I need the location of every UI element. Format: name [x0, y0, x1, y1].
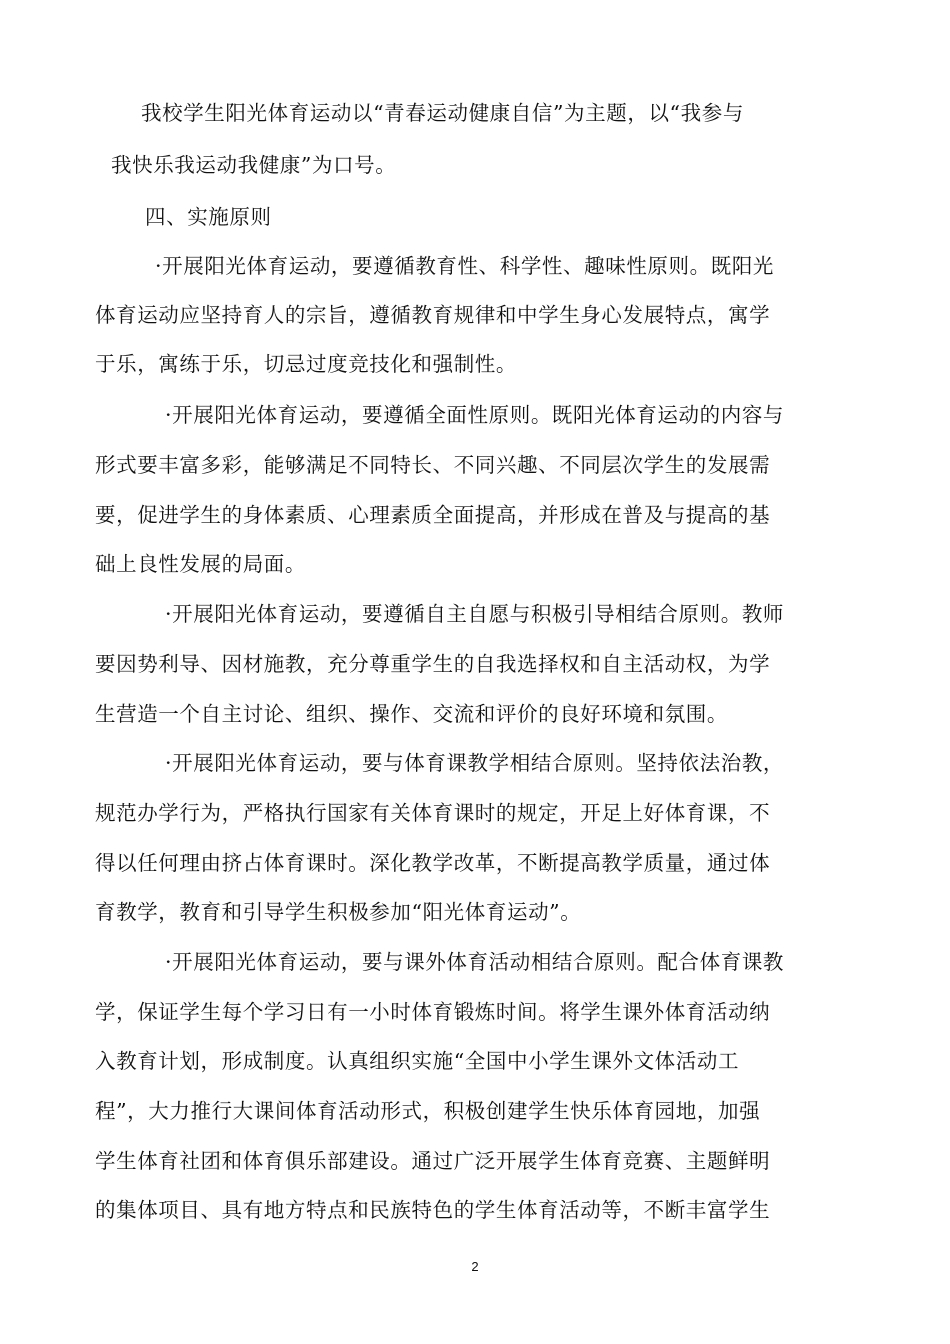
text-line: 我快乐我运动我健康”为口号。 — [111, 153, 397, 177]
text-line: 体育运动应坚持育人的宗旨，遵循教育规律和中学生身心发展特点，寓学 — [95, 303, 771, 327]
text-line: 于乐，寓练于乐，切忌过度竞技化和强制性。 — [95, 352, 517, 376]
text-line: 生营造一个自主讨论、组织、操作、交流和评价的良好环境和氛围。 — [95, 702, 728, 726]
text-line: 育教学，教育和引导学生积极参加“阳光体育运动”。 — [95, 900, 582, 924]
text-line: 础上良性发展的局面。 — [95, 552, 306, 576]
text-line: ·开展阳光体育运动，要遵循全面性原则。既阳光体育运动的内容与 — [165, 403, 785, 427]
text-line: 规范办学行为，严格执行国家有关体育课时的规定，开足上好体育课，不 — [95, 801, 771, 825]
text-line: 学，保证学生每个学习日有一小时体育锻炼时间。将学生课外体育活动纳 — [95, 1000, 771, 1024]
section-heading: 四、实施原则 — [145, 205, 272, 229]
text-line: ·开展阳光体育运动，要遵循教育性、科学性、趣味性原则。既阳光 — [155, 254, 775, 278]
text-line: 要因势利导、因材施教，充分尊重学生的自我选择权和自主活动权，为学 — [95, 652, 771, 676]
page-number: 2 — [471, 1259, 479, 1274]
text-line: 得以任何理由挤占体育课时。深化教学改革，不断提高教学质量，通过体 — [95, 851, 771, 875]
text-line: ·开展阳光体育运动，要遵循自主自愿与积极引导相结合原则。教师 — [165, 602, 785, 626]
text-line: ·开展阳光体育运动，要与体育课教学相结合原则。坚持依法治教， — [165, 751, 785, 775]
text-line: 的集体项目、具有地方特点和民族特色的学生体育活动等，不断丰富学生 — [95, 1198, 771, 1222]
text-line: 形式要丰富多彩，能够满足不同特长、不同兴趣、不同层次学生的发展需 — [95, 453, 771, 477]
text-line: 我校学生阳光体育运动以“青春运动健康自信”为主题，以“我参与 — [141, 101, 744, 125]
text-line: ·开展阳光体育运动，要与课外体育活动相结合原则。配合体育课教 — [165, 950, 785, 974]
text-line: 程”，大力推行大课间体育活动形式，积极创建学生快乐体育园地，加强 — [95, 1099, 761, 1123]
text-line: 入教育计划，形成制度。认真组织实施“全国中小学生课外文体活动工 — [95, 1049, 740, 1073]
text-line: 要，促进学生的身体素质、心理素质全面提高，并形成在普及与提高的基 — [95, 503, 771, 527]
text-line: 学生体育社团和体育俱乐部建设。通过广泛开展学生体育竞赛、主题鲜明 — [95, 1149, 771, 1173]
